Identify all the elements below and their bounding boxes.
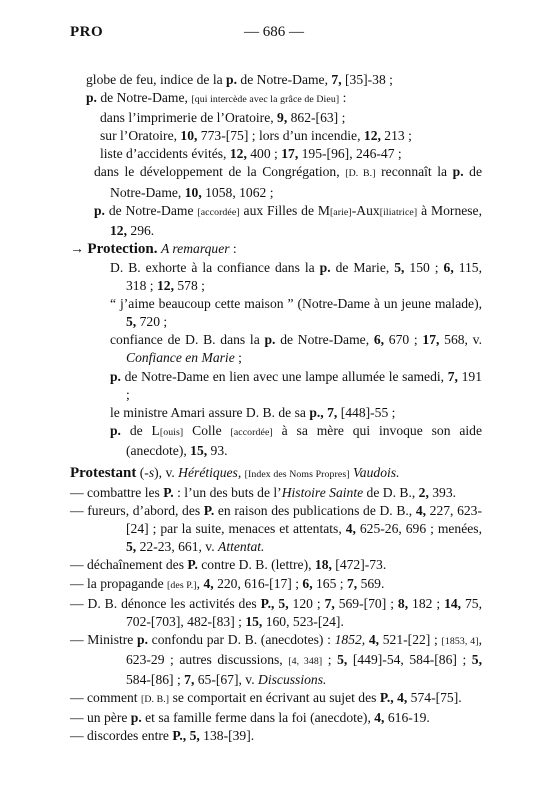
index-entry: p. de Notre-Dame, [qui intercède avec la grâce de Dieu] :	[86, 90, 347, 106]
index-entry: dans l’imprimerie de l’Oratoire, 9, 862-[63] ;	[100, 110, 346, 126]
index-entry: — discordes entre P., 5, 138-[39].	[70, 728, 255, 744]
arrow-right-icon: →	[70, 241, 84, 257]
index-entry: sur l’Oratoire, 10, 773-[75] ; lors d’un incendie, 12, 213 ;	[100, 128, 412, 144]
page-number: — 686 —	[244, 24, 304, 40]
index-entry: — fureurs, d’abord, des P. en raison des publications de D. B., 4, 227, 623-[24] ; par la suite, menaces et attentats, 4, 625-26, 696 ; menées, 5, 22-23, 661, v. Attentat.	[70, 503, 482, 555]
index-entry: — déchaînement des P. contre D. B. (lettre), 18, [472]-73.	[70, 557, 387, 573]
index-entry: dans le développement de la Congrégation, [D. B.] reconnaît la p. de Notre-Dame, 10, 1058, 1062 ;	[94, 164, 483, 200]
index-entry: — la propagande [des P.], 4, 220, 616-[17] ; 6, 165 ; 7, 569.	[70, 575, 385, 591]
index-content	[70, 71, 482, 745]
index-entry: p. de Notre-Dame en lien avec une lampe allumée le samedi, 7, 191 ;	[110, 368, 482, 402]
index-entry: — D. B. dénonce les activités des P., 5, 120 ; 7, 569-[70] ; 8, 182 ; 14, 75, 702-[703], 482-[83] ; 15, 160, 523-[24].	[70, 595, 482, 629]
index-entry: p. de Notre-Dame [accordée] aux Filles de M[arie]-Aux[iliatrice] à Mornese, 12, 296.	[94, 202, 482, 238]
index-entry: — un père p. et sa famille ferme dans la foi (anecdote), 4, 616-19.	[70, 710, 430, 726]
index-entry: — comment [D. B.] se comportait en écrivant au sujet des P., 4, 574-[75].	[70, 690, 462, 706]
index-entry: — Ministre p. confondu par D. B. (anecdotes) : 1852, 4, 521-[22] ; [1853, 4], 623-29 ; autres discussions, [4, 348] ; 5, [449]-54, 584-[86] ; 5, 584-[86] ; 7, 65-[67], v. Discussions.	[70, 631, 482, 687]
running-head: PRO	[70, 24, 104, 40]
index-entry: le ministre Amari assure D. B. de sa p., 7, [448]-55 ;	[110, 404, 396, 420]
index-entry: p. de L[ouis] Colle [accordée] à sa mère qui invoque son aide (anecdote), 15, 93.	[110, 422, 483, 458]
subheading-protection: → Protection. A remarquer :	[70, 240, 237, 257]
index-entry: — combattre les P. : l’un des buts de l’Histoire Sainte de D. B., 2, 393.	[70, 485, 457, 501]
index-entry: D. B. exhorte à la confiance dans la p. de Marie, 5, 150 ; 6, 115, 318 ; 12, 578 ;	[110, 259, 482, 294]
page-header	[70, 24, 478, 44]
index-entry: “ j’aime beaucoup cette maison ” (Notre-Dame à un jeune malade), 5, 720 ;	[110, 296, 482, 330]
index-entry: confiance de D. B. dans la p. de Notre-Dame, 6, 670 ; 17, 568, v. Confiance en Marie ;	[110, 332, 482, 366]
index-entry: globe de feu, indice de la p. de Notre-Dame, 7, [35]-38 ;	[86, 72, 393, 87]
heading-protestant: Protestant (-s), v. Hérétiques, [Index des Noms Propres] Vaudois.	[70, 464, 400, 481]
index-entry: liste d’accidents évités, 12, 400 ; 17, 195-[96], 246-47 ;	[100, 146, 402, 162]
